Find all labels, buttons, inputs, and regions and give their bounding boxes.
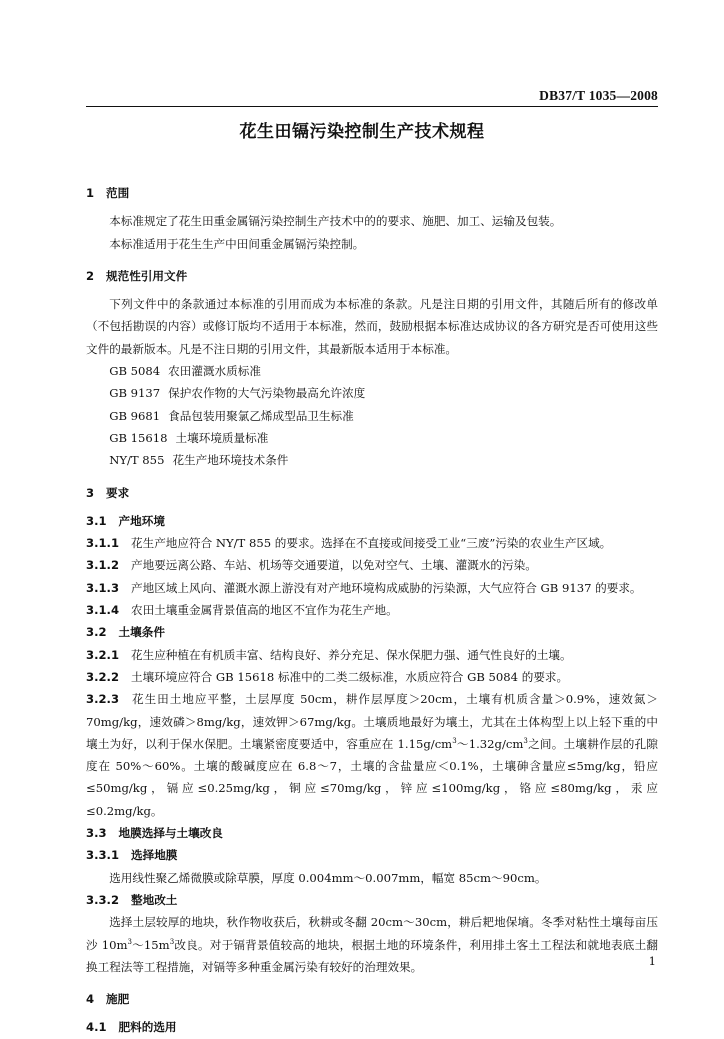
section-heading-3: 3 要求	[86, 485, 130, 500]
page-number: 1	[648, 954, 656, 968]
reference-item: GB 9681 食品包装用聚氯乙烯成型品卫生标准	[109, 408, 354, 423]
clause-3-1-2: 3.1.2 产地要远离公路、车站、机场等交通要道，以免对空气、土壤、灌溉水的污染。	[86, 558, 537, 573]
header-rule	[86, 106, 658, 107]
reference-item: GB 5084 农田灌溉水质标准	[109, 364, 261, 379]
standard-number: DB37/T 1035—2008	[539, 88, 658, 103]
subsection-heading-3-2: 3.2 土壤条件	[86, 625, 165, 640]
document-body	[86, 182, 658, 1039]
clause-3-2-3: 3.2.3 花生田土地应平整，土层厚度 50cm，耕作层厚度＞20cm，土壤有机质含量＞0.9%，速效氮＞70mg/kg，速效磷＞8mg/kg，速效钾＞67mg/kg。土壤质地最好为壤土，尤其在土体构型上以上轻下重的中壤土为好，以利于保水保肥。土壤紧密度要适中，容重应在 $1.15g/cm^3\sim 1.32g/cm^3$之间。土壤耕作层的孔隙度在 50%～60%。土壤的酸碱度应在 6.8～7，土壤的含盐量应＜0.1%，土壤砷含量应≤5mg/kg，铅应≤50mg/kg，镉应≤0.25mg/kg，铜应≤70mg/kg，锌应≤100mg/kg，铬应≤80mg/kg，汞应≤0.2mg/kg。	[86, 692, 658, 818]
paragraph-3-3-2: 选择土层较厚的地块，秋作物收获后，秋耕或冬翻 20cm～30cm，耕后耙地保墒。冬季对粘性土壤每亩压沙 $10m^3\sim 15m^3$改良。对于镉背景值较高的地块，根据土地的环境条件，利用排土客土工程法和就地表底土翻换工程法等工程措施，对镉等多种重金属污染有较好的治理效果。	[86, 915, 659, 974]
document-title: 花生田镉污染控制生产技术规程	[239, 122, 485, 142]
clause-3-2-2: 3.2.2 土壤环境应符合 GB 15618 标准中的二类二级标准，水质应符合 GB 5084 的要求。	[86, 669, 569, 684]
clause-3-1-1: 3.1.1 花生产地应符合 NY/T 855 的要求。选择在不直接或间接受工业“三废”污染的农业生产区域。	[86, 536, 612, 551]
clause-3-1-3: 3.1.3 产地区域上风向、灌溉水源上游没有对产地环境构成威胁的污染源，大气应符合 GB 9137 的要求。	[86, 580, 642, 595]
subsection-heading-3-3-1: 3.3.1 选择地膜	[86, 848, 178, 863]
subsection-heading-3-3: 3.3 地膜选择与土壤改良	[86, 826, 223, 841]
subsection-heading-3-1: 3.1 产地环境	[86, 513, 165, 528]
scope-paragraph-2: 本标准适用于花生生产中田间重金属镉污染控制。	[109, 236, 365, 251]
reference-item: GB 9137 保护农作物的大气污染物最高允许浓度	[109, 386, 366, 401]
paragraph-3-3-1: 选用线性聚乙烯微膜或除草膜，厚度 0.004mm～0.007mm，幅宽 85cm～90cm。	[109, 870, 547, 885]
reference-item: GB 15618 土壤环境质量标准	[109, 430, 269, 445]
subsection-heading-4-1: 4.1 肥料的选用	[86, 1020, 177, 1035]
reference-item: NY/T 855 花生产地环境技术条件	[109, 453, 289, 468]
scope-paragraph-1: 本标准规定了花生田重金属镉污染控制生产技术中的的要求、施肥、加工、运输及包装。	[109, 214, 562, 229]
section-heading-1: 1 范围	[86, 186, 130, 200]
clause-3-1-4: 3.1.4 农田土壤重金属背景值高的地区不宜作为花生产地。	[86, 603, 398, 618]
section-heading-4: 4 施肥	[86, 992, 130, 1007]
clause-3-2-1: 3.2.1 花生应种植在有机质丰富、结构良好、养分充足、保水保肥力强、通气性良好的土壤。	[86, 647, 572, 662]
subsection-heading-3-3-2: 3.3.2 整地改土	[86, 892, 178, 907]
section-heading-2: 2 规范性引用文件	[86, 268, 188, 283]
references-intro: 下列文件中的条款通过本标准的引用而成为本标准的条款。凡是注日期的引用文件，其随后所有的修改单（不包括勘误的内容）或修订版均不适用于本标准，然而，鼓励根据本标准达成协议的各方研究是否可使用这些文件的最新版本。凡是不注日期的引用文件，其最新版本适用于本标准。	[86, 297, 658, 356]
